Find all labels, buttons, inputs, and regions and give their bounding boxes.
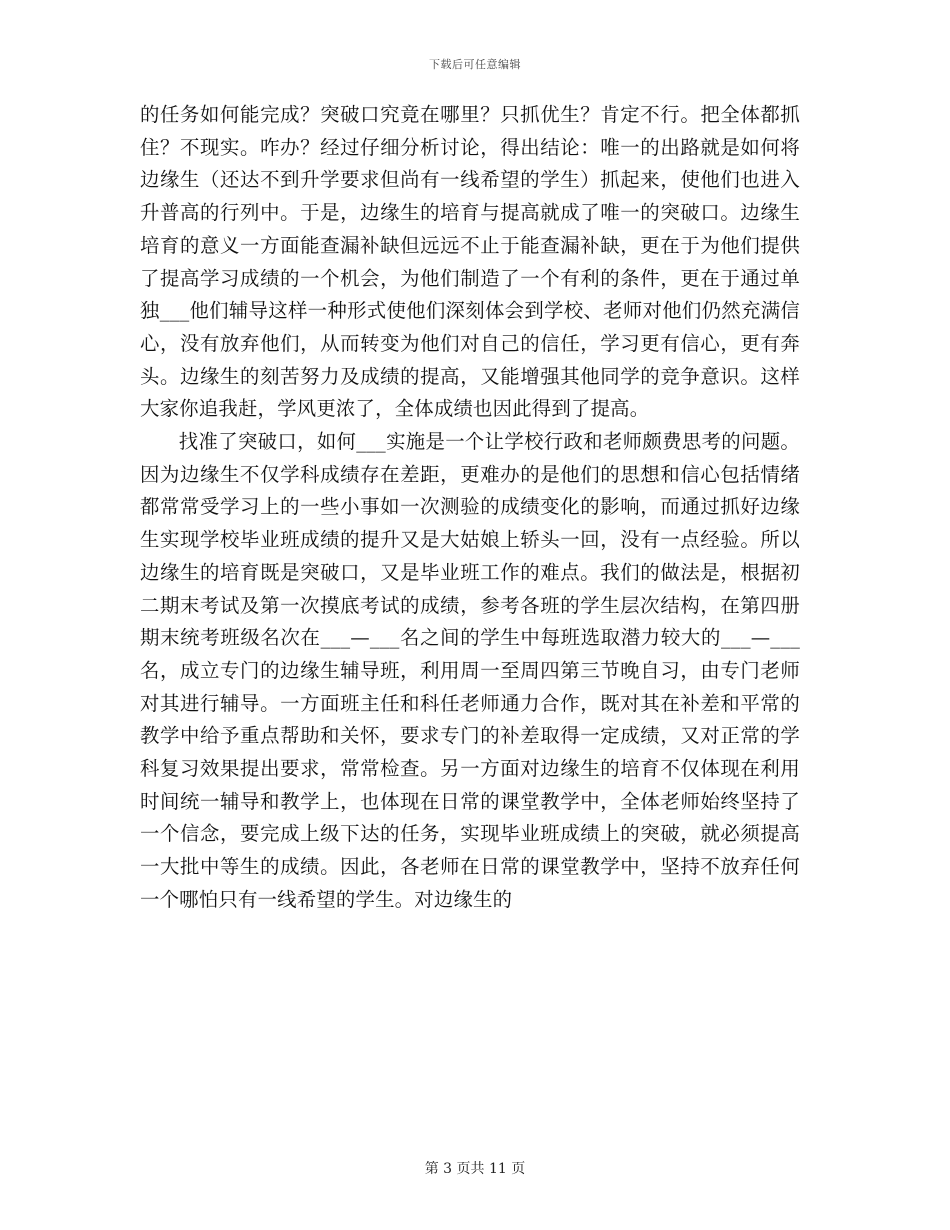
page-header-note: 下载后可任意编辑 <box>429 58 521 71</box>
document-body <box>140 99 800 917</box>
paragraph-breakthrough: 找准了突破口，如何___实施是一个让学校行政和老师颇费思考的问题。因为边缘生不仅学科成绩存在差距，更难办的是他们的思想和信心包括情绪都常常受学习上的一些小事如一次测验的成绩变化的影响，而通过抓好边缘生实现学校毕业班成绩的提升又是大姑娘上轿头一回，没有一点经验。所以边缘生的培育既是突破口，又是毕业班工作的难点。我们的做法是，根据初二期末考试及第一次摸底考试的成绩，参考各班的学生层次结构，在第四册期末统考班级名次在___—___名之间的学生中每班选取潜力较大的___—___名，成立专门的边缘生辅导班，利用周一至周四第三节晚自习，由专门老师对其进行辅导。一方面班主任和科任老师通力合作，既对其在补差和平常的教学中给予重点帮助和关怀，要求专门的补差取得一定成绩，又对正常的学科复习效果提出要求，常常检查。另一方面对边缘生的培育不仅体现在利用时间统一辅导和教学上，也体现在日常的课堂教学中，全体老师始终坚持了一个信念，要完成上级下达的任务，实现毕业班成绩上的突破，就必须提高一大批中等生的成绩。因此，各老师在日常的课堂教学中，坚持不放弃任何一个哪怕只有一线希望的学生。对边缘生的 <box>140 430 800 911</box>
page-number: 第 3 页共 11 页 <box>424 1161 526 1177</box>
paragraph-continuation: 的任务如何能完成？突破口究竟在哪里？只抓优生？肯定不行。把全体都抓住？不现实。咋办？经过仔细分析讨论，得出结论：唯一的出路就是如何将边缘生（还达不到升学要求但尚有一线希望的学生）抓起来，使他们也进入升普高的行列中。于是，边缘生的培育与提高就成了唯一的突破口。边缘生培育的意义一方面能查漏补缺但远远不止于能查漏补缺，更在于为他们提供了提高学习成绩的一个机会，为他们制造了一个有利的条件，更在于通过单独___他们辅导这样一种形式使他们深刻体会到学校、老师对他们仍然充满信心，没有放弃他们，从而转变为他们对自己的信任，学习更有信心，更有奔头。边缘生的刻苦努力及成绩的提高，又能增强其他同学的竞争意识。这样大家你追我赶，学风更浓了，全体成绩也因此得到了提高。 <box>140 103 800 421</box>
